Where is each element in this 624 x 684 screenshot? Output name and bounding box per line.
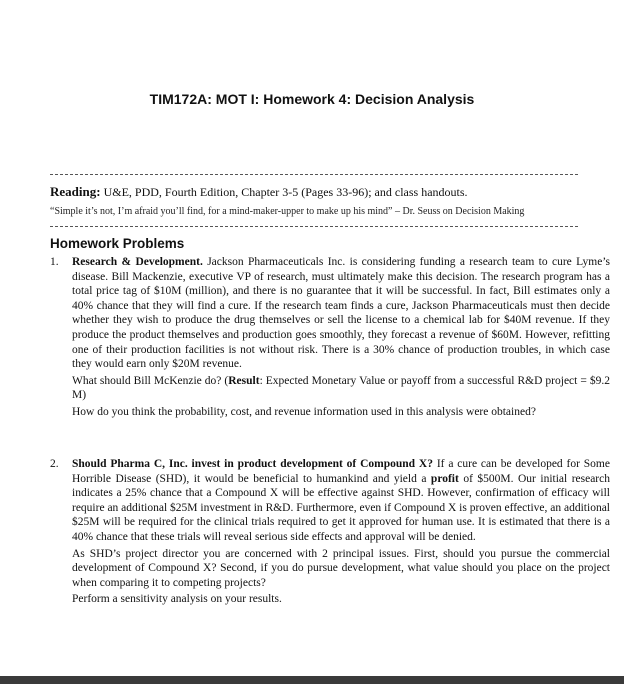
problem-body: [72, 457, 610, 545]
problem-body-pre: If a cure can be developed for Some Horrible Disease (SHD), it would be beneficial to humankind and yield a: [72, 458, 610, 485]
reading-label: Reading:: [50, 184, 101, 199]
divider-bottom: [50, 226, 578, 227]
problem-1: [50, 255, 610, 420]
reading-line: [50, 184, 468, 200]
problem-heading: Should Pharma C, Inc. invest in product development of Compound X?: [72, 458, 433, 470]
problem-question: [72, 374, 610, 403]
problem-body-post: of $500M. Our initial research indicates a 25% chance that a Compound X will be effective against SHD. However, confirmation of efficacy will require an additional $25M investment in R&D. Furthermore, even if Compound X is proven effective, an additional $25M will be required for the clinical trials required to get it approved for human use. It is estimated that there is a 40% chance that these trials will reveal serious side effects and approval will be denied.: [72, 472, 610, 543]
question-post: : Expected Monetary Value or payoff from a successful R&D project = $9.2 M): [72, 374, 611, 402]
bottom-bar: [0, 676, 624, 684]
question-bold: Result: [228, 374, 260, 387]
problem-body: [72, 255, 610, 372]
problem-followup: How do you think the probability, cost, and revenue information used in this analysis were obtained?: [72, 405, 536, 418]
problem-2: [50, 457, 610, 607]
problem-paragraph-2: As SHD’s project director you are concerned with 2 principal issues. First, should you pursue the commercial development of Compound X? Second, if you do pursue development, what value should you place on the project when comparing it to competing projects?: [72, 547, 610, 589]
problem-paragraph-3: Perform a sensitivity analysis on your results.: [72, 593, 282, 606]
problem-body-text: Jackson Pharmaceuticals Inc. is considering funding a research team to cure Lyme’s disease. Bill Mackenzie, executive VP of research, must ultimately make this decision. The research program has a total price tag of $10M (million), and there is no guarantee that it will be successful. In fact, Bill estimates only a 40% chance that they will find a cure. If the research team finds a cure, Jackson Pharmaceuticals must then decide whether they wish to produce the drug themselves or sell the license to a chemical lab for $40M revenue. If they produce the product themselves and production goes smoothly, they forecast a revenue of $60M. However, refitting one of their production facilities is not without risk. There is a 30% chance of production troubles, in which case they would earn only $20M revenue.: [72, 256, 610, 371]
problem-body-bold: profit: [430, 472, 459, 485]
problem-number: 1.: [50, 256, 59, 268]
divider-top: [50, 174, 578, 175]
reading-text: U&E, PDD, Fourth Edition, Chapter 3-5 (Pages 33-96); and class handouts.: [100, 185, 468, 199]
quote-line: “Simple it’s not, I’m afraid you’ll find, for a mind-maker-upper to make up his mind” – Dr. Seuss on Decision Making: [50, 206, 525, 217]
page-title: TIM172A: MOT I: Homework 4: Decision Analysis: [149, 91, 475, 107]
problem-number: 2.: [50, 458, 59, 470]
question-pre: What should Bill McKenzie do? (: [72, 374, 229, 387]
homework-heading: Homework Problems: [50, 236, 185, 251]
problem-heading: Research & Development.: [72, 256, 203, 268]
